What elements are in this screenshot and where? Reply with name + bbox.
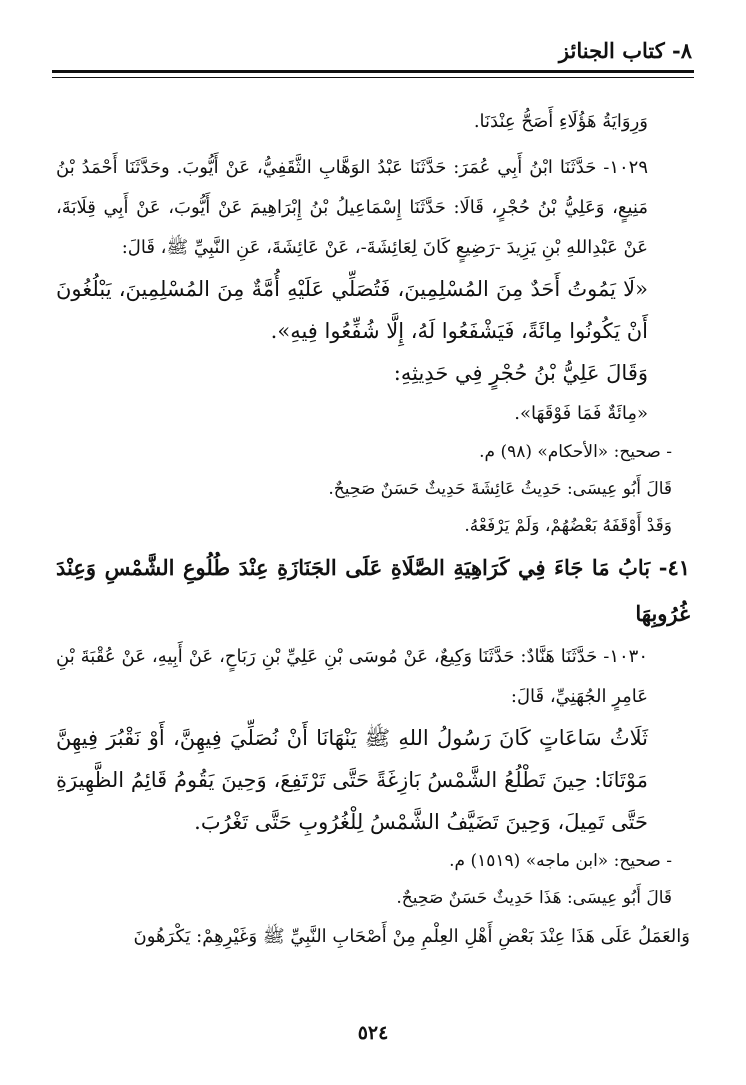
- text-line: «مِائَةٌ فَمَا فَوْقَهَا».: [514, 403, 648, 424]
- hadith-1029-isnad: ١٠٢٩- حَدَّثَنَا ابْنُ أَبِي عُمَرَ: حَدَّثَنَا عَبْدُ الوَهَّابِ الثَّقَفِيُّ، عَنْ أَيُّوبَ. وحَدَّثَنَا أَحْمَدُ بْنُ مَنِيعٍ، وَعَلِيُّ بْنُ حُجْرٍ، قَالَا: حَدَّثَنَا إِسْمَاعِيلُ بْنُ إِبْرَاهِيمَ عَنْ أَيُّوبَ، عَنْ أَبِي قِلَابَةَ، عَنْ عَبْدِاللهِ بْنِ يَزِيدَ -رَضِيعٍ كَانَ لِعَائِشَةَ-، عَنْ عَائِشَةَ، عَنِ النَّبِيِّ ﷺ، قَالَ:: [56, 157, 648, 258]
- hadith-1030-matn: ثَلَاثُ سَاعَاتٍ كَانَ رَسُولُ اللهِ ﷺ يَنْهَانَا أَنْ نُصَلِّيَ فِيهِنَّ، أَوْ نَقْبُرَ فِيهِنَّ مَوْتَانَا: حِينَ تَطْلُعُ الشَّمْسُ بَازِغَةً حَتَّى تَرْتَفِعَ، وَحِينَ يَقُومُ قَائِمُ الظَّهِيرَةِ حَتَّى تَمِيلَ، وَحِينَ تَضَيَّفُ الشَّمْسُ لِلْغُرُوبِ حَتَّى تَغْرُبَ.: [56, 726, 648, 834]
- hadith-1029-matn: «لَا يَمُوتُ أَحَدٌ مِنَ المُسْلِمِينَ، فَتُصَلِّي عَلَيْهِ أُمَّةٌ مِنَ المُسْلِمِينَ، يَبْلُغُونَ أَنْ يَكُونُوا مِائَةً، فَيَشْفَعُوا لَهُ، إِلَّا شُفِّعُوا فِيهِ».: [56, 277, 648, 343]
- grading-note: - صحيح: «ابن ماجه» (١٥١٩) م.: [449, 851, 672, 871]
- header-rule-thick: [52, 70, 694, 73]
- grading-note: - صحيح: «الأحكام» (٩٨) م.: [479, 442, 672, 462]
- page-body: [56, 102, 690, 957]
- commentary-line: وَقَدْ أَوْقَفَهُ بَعْضُهُمْ، وَلَمْ يَرْفَعْهُ.: [464, 516, 672, 536]
- page-number: ٥٢٤: [357, 1022, 389, 1044]
- chapter-heading: ٤١- بَابُ مَا جَاءَ فِي كَرَاهِيَةِ الصَّلَاةِ عَلَى الجَنَازَةِ عِنْدَ طُلُوعِ الشَّمْسِ وَعِنْدَ غُرُوبِهَا: [56, 555, 690, 626]
- header-title: ٨- كتاب الجنائز: [558, 38, 692, 63]
- commentary-line: قَالَ أَبُو عِيسَى: هَذَا حَدِيثٌ حَسَنٌ صَحِيحٌ.: [396, 888, 672, 908]
- running-header: [54, 38, 692, 68]
- header-rule-thin: [52, 77, 694, 78]
- text-line: وَرِوَايَةُ هَؤُلَاءِ أَصَحُّ عِنْدَنَا.: [473, 111, 648, 132]
- commentary-line: قَالَ أَبُو عِيسَى: حَدِيثُ عَائِشَةَ حَدِيثٌ حَسَنٌ صَحِيحٌ.: [328, 479, 672, 499]
- hadith-1030-isnad: ١٠٣٠- حَدَّثَنَا هَنَّادٌ: حَدَّثَنَا وَكِيعٌ، عَنْ مُوسَى بْنِ عَلِيِّ بْنِ رَبَاحٍ، عَنْ أَبِيهِ، عَنْ عُقْبَةَ بْنِ عَامِرٍ الجُهَنِيِّ، قَالَ:: [56, 646, 648, 707]
- commentary-line: وَالعَمَلُ عَلَى هَذَا عِنْدَ بَعْضِ أَهْلِ العِلْمِ مِنْ أَصْحَابِ النَّبِيِّ ﷺ وَغَيْرِهِمْ: يَكْرَهُونَ: [133, 926, 690, 947]
- text-line: وَقَالَ عَلِيُّ بْنُ حُجْرٍ فِي حَدِيثِهِ:: [393, 361, 648, 385]
